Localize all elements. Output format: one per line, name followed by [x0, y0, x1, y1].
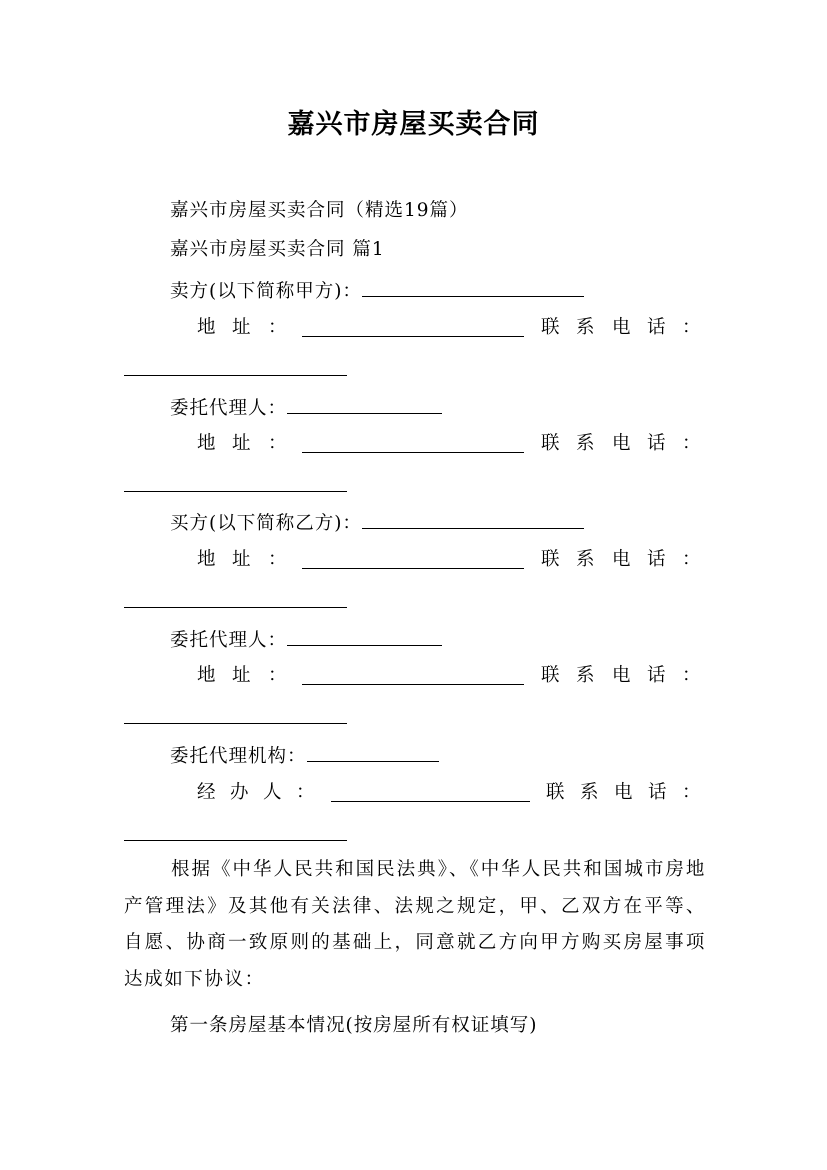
phone-label-char: 话 — [647, 433, 666, 454]
seller-phone-blank[interactable] — [124, 375, 347, 376]
buyer-label: 买方(以下简称乙方)： — [170, 513, 362, 534]
chapter-heading: 嘉兴市房屋买卖合同 篇1 — [170, 239, 385, 260]
seller-agent-phone-blank[interactable] — [124, 491, 347, 492]
seller-label: 卖方(以下简称甲方)： — [170, 281, 362, 302]
agency-label: 委托代理机构： — [170, 746, 307, 767]
address-label-char: 址 — [232, 665, 251, 686]
phone-label-char: ： — [682, 549, 701, 570]
address-label-char: 地 — [197, 549, 216, 570]
address-label-char: ： — [268, 665, 287, 686]
seller-agent-field — [170, 395, 442, 421]
phone-label-char: 系 — [576, 549, 595, 570]
address-label-char: ： — [268, 549, 287, 570]
seller-agent-blank[interactable] — [287, 395, 442, 414]
buyer-address-blank[interactable] — [302, 568, 524, 569]
document-subtitle: 嘉兴市房屋买卖合同（精选19篇） — [170, 200, 469, 221]
phone-label-char: 话 — [648, 782, 667, 803]
buyer-phone-blank[interactable] — [124, 607, 347, 608]
phone-label-char: 系 — [576, 433, 595, 454]
phone-label-char: 系 — [580, 782, 599, 803]
seller-address-row — [0, 316, 827, 340]
agent-label: 委托代理人： — [170, 630, 288, 651]
buyer-agent-address-blank[interactable] — [302, 684, 524, 685]
address-label-char: ： — [268, 433, 287, 454]
address-label-char: ： — [268, 317, 287, 338]
handler-row — [0, 781, 827, 805]
phone-label-char: 话 — [647, 665, 666, 686]
buyer-field — [170, 510, 584, 536]
agent-label: 委托代理人： — [170, 398, 288, 419]
address-label-char: 地 — [197, 665, 216, 686]
phone-label-char: ： — [682, 782, 701, 803]
buyer-agent-address-row — [0, 664, 827, 688]
phone-label-char: 系 — [576, 317, 595, 338]
seller-blank[interactable] — [362, 278, 584, 297]
phone-label-char: 电 — [612, 317, 631, 338]
phone-label-char: ： — [682, 433, 701, 454]
seller-address-blank[interactable] — [302, 336, 524, 337]
address-label-char: 址 — [232, 317, 251, 338]
seller-agent-address-blank[interactable] — [302, 452, 524, 453]
address-label-char: 址 — [232, 433, 251, 454]
agency-blank[interactable] — [307, 743, 439, 762]
phone-label-char: 联 — [541, 433, 560, 454]
handler-label-char: 经 — [197, 782, 216, 803]
phone-label-char: 联 — [541, 665, 560, 686]
handler-blank[interactable] — [331, 801, 530, 802]
phone-label-char: 系 — [576, 665, 595, 686]
document-title: 嘉兴市房屋买卖合同 — [287, 109, 540, 140]
handler-phone-blank[interactable] — [124, 840, 347, 841]
agency-field — [170, 743, 439, 769]
buyer-agent-field — [170, 627, 442, 653]
phone-label-char: 话 — [647, 549, 666, 570]
phone-label-char: 电 — [612, 433, 631, 454]
address-label-char: 址 — [232, 549, 251, 570]
buyer-address-row — [0, 548, 827, 572]
buyer-agent-blank[interactable] — [287, 627, 442, 646]
handler-label-char: 办 — [230, 782, 249, 803]
seller-agent-address-row — [0, 432, 827, 456]
phone-label-char: 联 — [541, 549, 560, 570]
phone-label-char: ： — [682, 665, 701, 686]
phone-label-char: ： — [682, 317, 701, 338]
phone-label-char: 电 — [614, 782, 633, 803]
phone-label-char: 联 — [541, 317, 560, 338]
article-one-heading: 第一条房屋基本情况(按房屋所有权证填写) — [170, 1015, 538, 1036]
basis-paragraph: 根据《中华人民共和国民法典》、《中华人民共和国城市房地产管理法》及其他有关法律、法规之规定，甲、乙双方在平等、自愿、协商一致原则的基础上，同意就乙方向甲方购买房屋事项达成如下协议： — [124, 859, 706, 990]
seller-field — [170, 278, 584, 304]
phone-label-char: 电 — [612, 549, 631, 570]
buyer-blank[interactable] — [362, 510, 584, 529]
handler-label-char: ： — [296, 782, 315, 803]
phone-label-char: 联 — [546, 782, 565, 803]
address-label-char: 地 — [197, 433, 216, 454]
address-label-char: 地 — [197, 317, 216, 338]
handler-label-char: 人 — [263, 782, 282, 803]
phone-label-char: 电 — [612, 665, 631, 686]
phone-label-char: 话 — [647, 317, 666, 338]
buyer-agent-phone-blank[interactable] — [124, 723, 347, 724]
